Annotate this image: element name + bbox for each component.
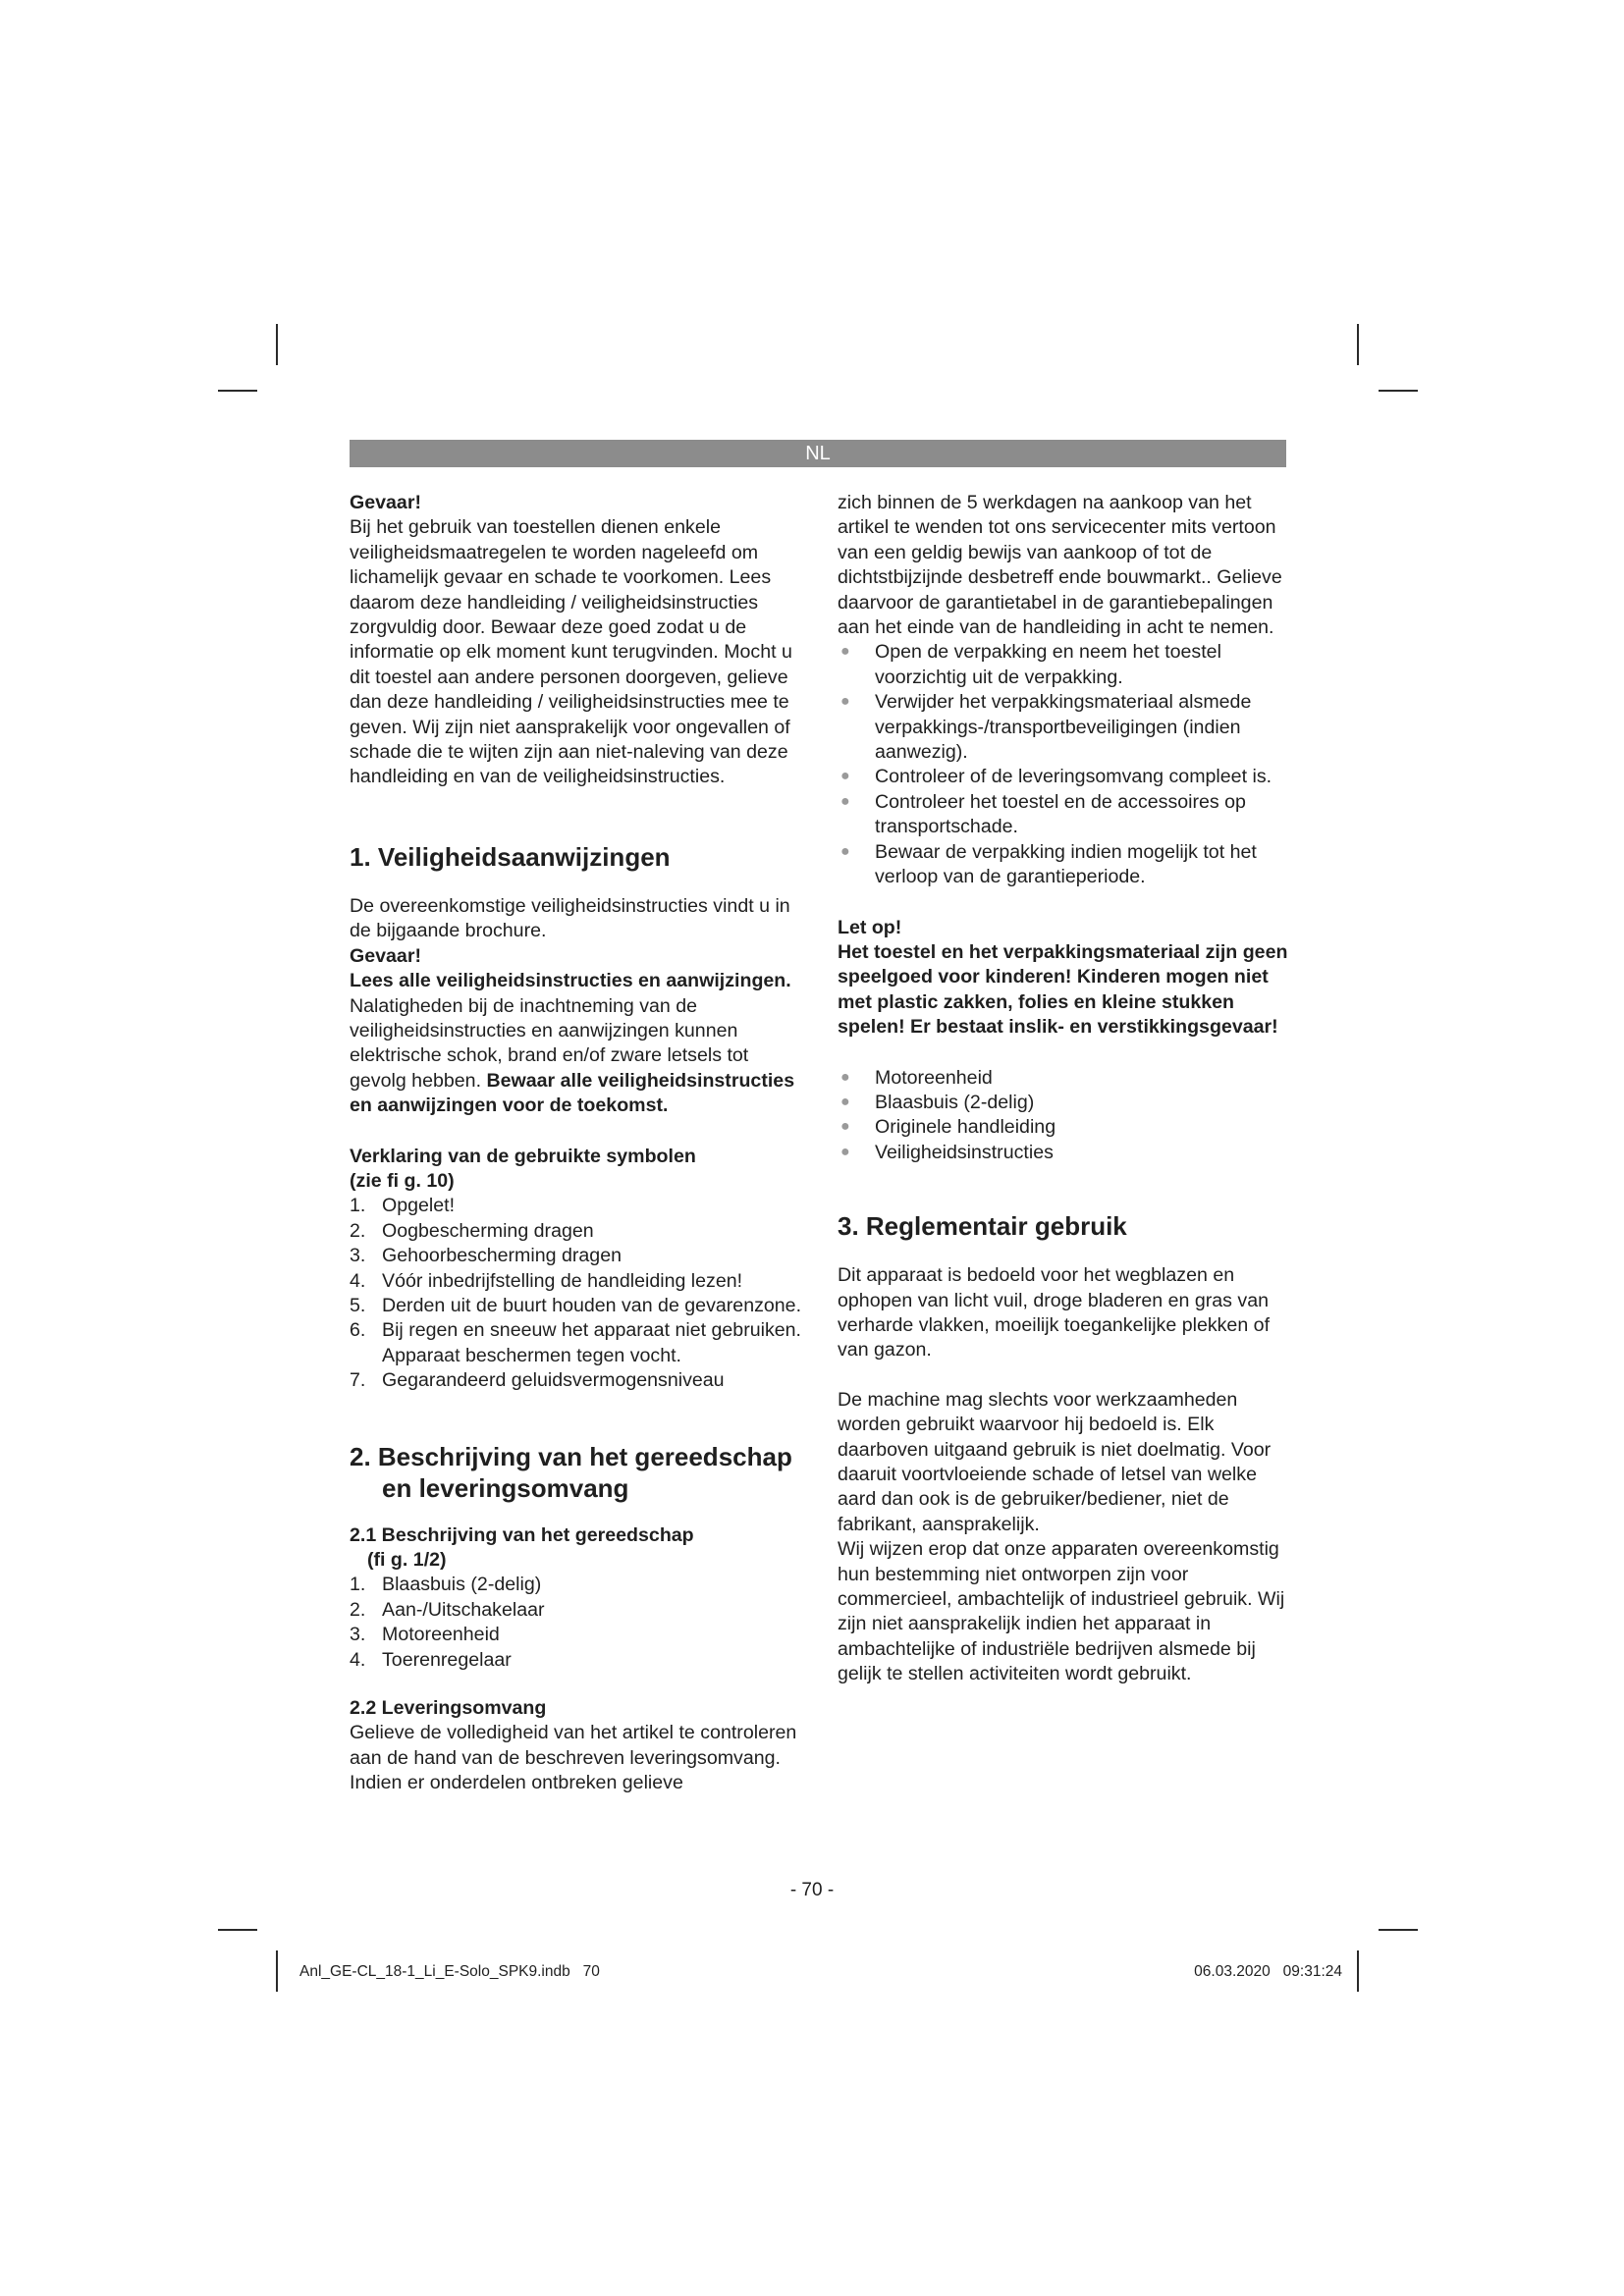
- language-header-bar: [350, 440, 1286, 467]
- bullet-icon: ●: [840, 1118, 850, 1136]
- warning-title: Gevaar!: [350, 492, 421, 513]
- continued-text: zich binnen de 5 werkdagen na aankoop van het artikel te wenden tot ons servicecenter mits vertoon van een geldig bewijs van aankoop of tot de dichtstbijzijnde desbetreff ende bouwmarkt.. Gelieve daarvoor de garantietabel in de garantiebepalingen aan het einde van de handleiding in acht te nemen.: [838, 492, 1282, 639]
- section-3-heading: 3. Reglementair gebruik: [838, 1211, 1127, 1242]
- page-number: - 70 -: [789, 1880, 835, 1900]
- section-1-heading: 1. Veiligheidsaanwijzingen: [350, 841, 671, 872]
- list-item: 2. Aan-/Uitschakelaar: [350, 1598, 545, 1621]
- section-1-intro: De overeenkomstige veiligheidsinstructies vindt u in de bijgaande brochure.: [350, 894, 790, 942]
- bullet-icon: ●: [840, 643, 850, 661]
- list-item: ● Open de verpakking en neem het toestel voorzichtig uit de verpakking.: [840, 641, 1221, 688]
- list-item: ● Verwijder het verpakkingsmateriaal alsmede verpakkings-/transportbeveiligingen (indien aanwezig).: [840, 691, 1252, 764]
- list-item: 7. Gegarandeerd geluidsvermogensniveau: [350, 1369, 725, 1392]
- body-text: Nalatigheden bij de inachtneming van de veiligheidsinstructies en aanwijzingen kunnen elektrische schok, brand en/of zware letsels tot gevolg hebben.: [350, 994, 749, 1092]
- bullet-icon: ●: [840, 792, 850, 810]
- list-item: 5. Derden uit de buurt houden van de gevarenzone.: [350, 1294, 802, 1316]
- list-item: 3. Motoreenheid: [350, 1624, 500, 1646]
- bold-instruction: Lees alle veiligheidsinstructies en aanwijzingen.: [350, 970, 791, 992]
- list-item: 6. Bij regen en sneeuw het apparaat niet gebruiken. Apparaat beschermen tegen vocht.: [350, 1319, 802, 1366]
- symbols-figure-ref: (zie fi g. 10): [350, 1169, 455, 1192]
- crop-mark: [276, 1950, 278, 1992]
- language-label: NL: [805, 443, 831, 464]
- bullet-icon: ●: [840, 1068, 850, 1086]
- parts-list: [350, 1573, 803, 1673]
- crop-mark: [1379, 390, 1418, 392]
- bullet-icon: ●: [840, 1143, 850, 1160]
- list-item: 2. Oogbescherming dragen: [350, 1219, 594, 1242]
- section-3-paragraph-1: Dit apparaat is bedoeld voor het wegblazen en ophopen van licht vuil, droge bladeren en gras van verharde vlakken, moeilijk toegankelijke plekken of van gazon.: [838, 1264, 1271, 1362]
- caution-text: Het toestel en het verpakkingsmateriaal zijn geen speelgoed voor kinderen! Kinderen mogen niet met plastic zakken, folies en kleine stukken spelen! Er bestaat inslik- en verstikkingsgevaar!: [838, 940, 1288, 1039]
- list-item: 4. Vóór inbedrijfstelling de handleiding lezen!: [350, 1269, 743, 1292]
- right-column: [838, 491, 1291, 1687]
- section-3-paragraph-3: Wij wijzen erop dat onze apparaten overeenkomstig hun bestemming niet ontworpen zijn voor commercieel, ambachtelijk of industrieel gebruik. Wij zijn niet aansprakelijk indien het apparaat in ambachtelijke of industriële bedrijven alsmede bij gelijk te stellen activiteiten wordt gebruikt.: [838, 1538, 1285, 1685]
- caution-title: Let op!: [838, 916, 902, 938]
- list-item: 1. Blaasbuis (2-delig): [350, 1574, 542, 1596]
- bold-instruction: Bewaar alle veiligheidsinstructies en aanwijzingen voor de toekomst.: [350, 1069, 795, 1117]
- section-2-heading-cont: en leveringsomvang: [382, 1472, 629, 1503]
- list-item: 4. Toerenregelaar: [350, 1648, 512, 1671]
- subsection-2-2-text: Gelieve de volledigheid van het artikel te controleren aan de hand van de beschreven leveringsomvang. Indien er onderdelen ontbreken gelieve: [350, 1722, 797, 1794]
- crop-mark: [1357, 324, 1359, 365]
- list-item: ● Bewaar de verpakking indien mogelijk tot het verloop van de garantieperiode.: [840, 840, 1257, 888]
- section-3-paragraph-2: De machine mag slechts voor werkzaamheden worden gebruikt waarvoor hij bedoeld is. Elk daarboven uitgaand gebruik is niet doelmatig. Voor daaruit voortvloeiende schade of letsel van welke aard dan ook is de gebruiker/bediener, niet de fabrikant, aansprakelijk.: [838, 1388, 1272, 1535]
- section-1-paragraph: [350, 969, 803, 1118]
- list-item: ● Originele handleiding: [840, 1116, 1056, 1139]
- bullet-icon: ●: [840, 693, 850, 711]
- list-item: ● Controleer of de leveringsomvang compleet is.: [840, 766, 1272, 788]
- list-item: 3. Gehoorbescherming dragen: [350, 1245, 622, 1267]
- warning-text: Bij het gebruik van toestellen dienen enkele veiligheidsmaatregelen te worden nageleefd om lichamelijk gevaar en schade te voorkomen. Lees daarom deze handleiding / veiligheidsinstructies zorgvuldig door. Bewaar deze goed zodat u de informatie op elk moment kunt terugvinden. Mocht u dit toestel aan andere personen doorgeven, gelieve dan deze handleiding / veiligheidsinstructies mee te geven. Wij zijn niet aansprakelijk voor ongevallen of schade die te wijten zijn aan niet-naleving van deze handleiding en van de veiligheidsinstructies.: [350, 516, 792, 788]
- bullet-icon: ●: [840, 842, 850, 860]
- crop-mark: [1379, 1929, 1418, 1931]
- bullet-icon: ●: [840, 1093, 850, 1110]
- print-file-name: Anl_GE-CL_18-1_Li_E-Solo_SPK9.indb 70: [299, 1963, 600, 1980]
- symbols-list: [350, 1194, 803, 1393]
- symbols-heading: Verklaring van de gebruikte symbolen: [350, 1145, 696, 1167]
- list-item: ● Controleer het toestel en de accessoires op transportschade.: [840, 790, 1246, 838]
- list-item: ● Motoreenheid: [840, 1066, 993, 1089]
- print-date-time: 06.03.2020 09:31:24: [1194, 1963, 1342, 1980]
- list-item: ● Blaasbuis (2-delig): [840, 1091, 1035, 1113]
- bullet-icon: ●: [840, 768, 850, 785]
- crop-mark: [218, 1929, 257, 1931]
- crop-mark: [218, 390, 257, 392]
- subsection-2-2-heading: 2.2 Leveringsomvang: [350, 1697, 547, 1720]
- section-2-heading: 2. Beschrijving van het gereedschap: [350, 1441, 792, 1471]
- list-item: 1. Opgelet!: [350, 1195, 456, 1217]
- delivery-items-list: [838, 1066, 1291, 1166]
- section-1-warning: Gevaar!: [350, 944, 421, 967]
- list-item: ● Veiligheidsinstructies: [840, 1141, 1054, 1163]
- subsection-2-1-figure-ref: (fi g. 1/2): [367, 1549, 447, 1571]
- subsection-2-1-heading: 2.1 Beschrijving van het gereedschap: [350, 1523, 694, 1546]
- unpacking-steps-list: [838, 640, 1291, 889]
- crop-mark: [276, 324, 278, 365]
- left-column: [350, 491, 803, 1796]
- crop-mark: [1357, 1950, 1359, 1992]
